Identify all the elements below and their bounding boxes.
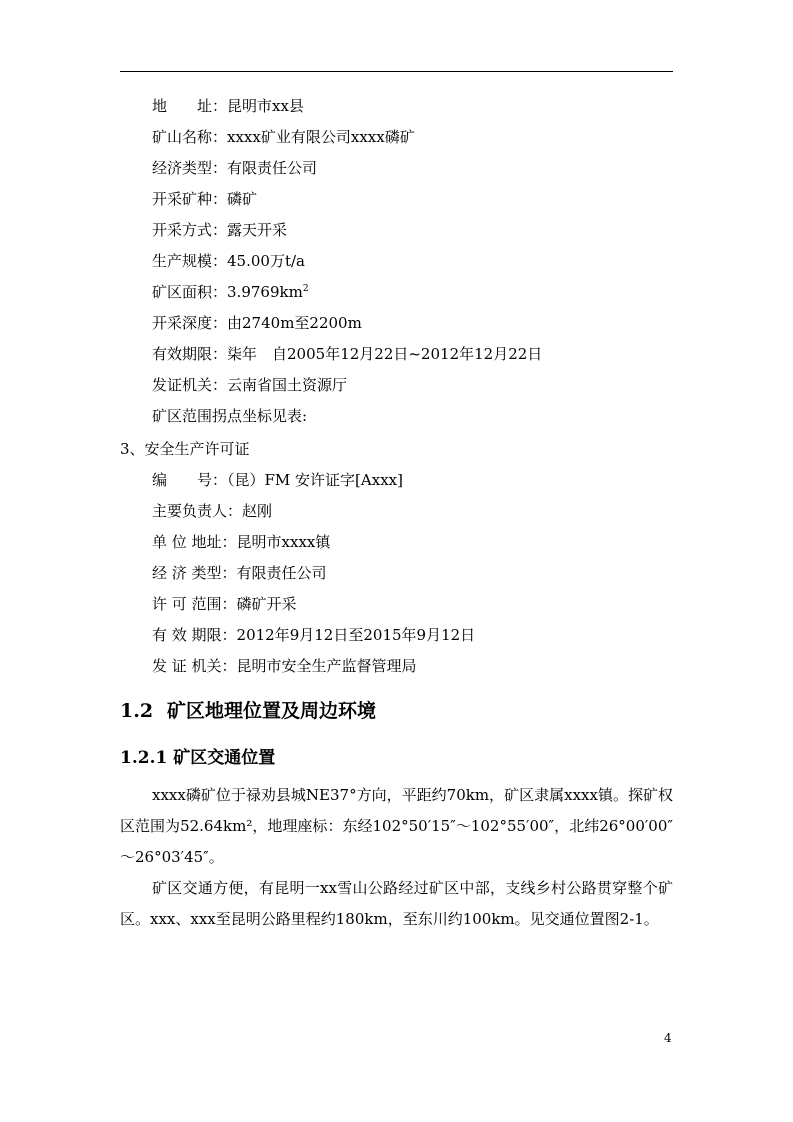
mining-license-label: 开采方式： bbox=[152, 221, 228, 239]
mining-license-value: 磷矿 bbox=[227, 190, 258, 208]
mining-license-value: 有限责任公司 bbox=[227, 159, 318, 177]
mining-license-value: xxxx矿业有限公司xxxx磷矿 bbox=[227, 128, 415, 146]
page-number: 4 bbox=[664, 1031, 672, 1045]
safety-license-row bbox=[152, 470, 403, 490]
mining-license-label: 经济类型： bbox=[152, 159, 228, 177]
safety-license-row bbox=[152, 656, 417, 676]
safety-license-row bbox=[152, 501, 272, 521]
mining-license-row bbox=[152, 127, 415, 147]
section-heading bbox=[120, 699, 376, 723]
safety-license-value: 昆明市xxxx镇 bbox=[236, 533, 331, 551]
mining-license-row bbox=[152, 158, 317, 178]
mining-license-value: 云南省国土资源厅 bbox=[227, 376, 348, 394]
mining-license-label: 生产规模： bbox=[152, 252, 228, 270]
safety-license-label: 单 位 地址： bbox=[152, 533, 237, 551]
mining-license-row bbox=[152, 189, 257, 209]
paragraph-location: xxxx磷矿位于禄劝县城NE37°方向，平距约70km，矿区隶属xxxx镇。探矿权区范围为52.64km²，地理座标：东经102°50′15″～102°55′00″，北纬26°00′00″～26°03′45″。 bbox=[120, 786, 673, 866]
mining-license-row bbox=[152, 313, 362, 333]
safety-license-value: 昆明市安全生产监督管理局 bbox=[236, 657, 417, 675]
safety-license-label: 发 证 机关： bbox=[152, 657, 237, 675]
safety-license-label: 许 可 范围： bbox=[152, 595, 237, 613]
mining-license-value: 昆明市xx县 bbox=[227, 97, 304, 115]
header-rule bbox=[120, 71, 673, 72]
mining-license-value: 柒年 自2005年12月22日~2012年12月22日 bbox=[227, 345, 543, 363]
mining-license-superscript: 2 bbox=[302, 284, 309, 294]
safety-license-value: 有限责任公司 bbox=[236, 564, 327, 582]
paragraph-transport: 矿区交通方便，有昆明一xx雪山公路经过矿区中部，支线乡村公路贯穿整个矿区。xxx、xxx至昆明公路里程约180km，至东川约100km。见交通位置图2-1。 bbox=[120, 879, 673, 928]
safety-license-row bbox=[152, 532, 330, 552]
subsection-heading: 1.2.1 矿区交通位置 bbox=[120, 748, 276, 768]
mining-license-value: 矿区范围拐点坐标见表: bbox=[152, 407, 308, 425]
mining-license-label: 开采矿种： bbox=[152, 190, 228, 208]
safety-license-label: 有 效 期限： bbox=[152, 626, 237, 644]
mining-license-label: 开采深度： bbox=[152, 314, 228, 332]
mining-license-label: 有效期限： bbox=[152, 345, 228, 363]
safety-license-value: 磷矿开采 bbox=[236, 595, 297, 613]
mining-license-value: 由2740m至2200m bbox=[227, 314, 362, 332]
section-title: 矿区地理位置及周边环境 bbox=[167, 700, 377, 722]
safety-license-heading: 3、安全生产许可证 bbox=[120, 440, 250, 458]
mining-license-label: 矿山名称： bbox=[152, 128, 228, 146]
mining-license-row bbox=[152, 344, 542, 364]
safety-license-row bbox=[152, 625, 475, 645]
safety-license-value: （昆）FM 安许证字[Axxx] bbox=[227, 471, 403, 489]
section-number: 1.2 bbox=[120, 700, 154, 722]
mining-license-row bbox=[152, 96, 304, 116]
safety-license-label: 主要负责人： bbox=[152, 502, 243, 520]
mining-license-row bbox=[152, 251, 305, 271]
safety-license-row bbox=[152, 594, 297, 614]
safety-license-label: 编 号： bbox=[152, 471, 228, 489]
mining-license-row bbox=[152, 220, 287, 240]
safety-license-row bbox=[152, 563, 327, 583]
mining-license-label: 矿区面积： bbox=[152, 283, 228, 301]
safety-license-label: 经 济 类型： bbox=[152, 564, 237, 582]
mining-license-row bbox=[152, 375, 347, 395]
safety-license-value: 2012年9月12日至2015年9月12日 bbox=[236, 626, 476, 644]
mining-license-value: 45.00万t/a bbox=[227, 252, 305, 270]
mining-license-label: 发证机关： bbox=[152, 376, 228, 394]
mining-license-value: 3.9769km bbox=[227, 283, 303, 301]
mining-license-row bbox=[152, 406, 307, 426]
mining-license-label: 地 址： bbox=[152, 97, 228, 115]
safety-license-value: 赵刚 bbox=[242, 502, 273, 520]
mining-license-row bbox=[152, 282, 309, 302]
mining-license-value: 露天开采 bbox=[227, 221, 288, 239]
